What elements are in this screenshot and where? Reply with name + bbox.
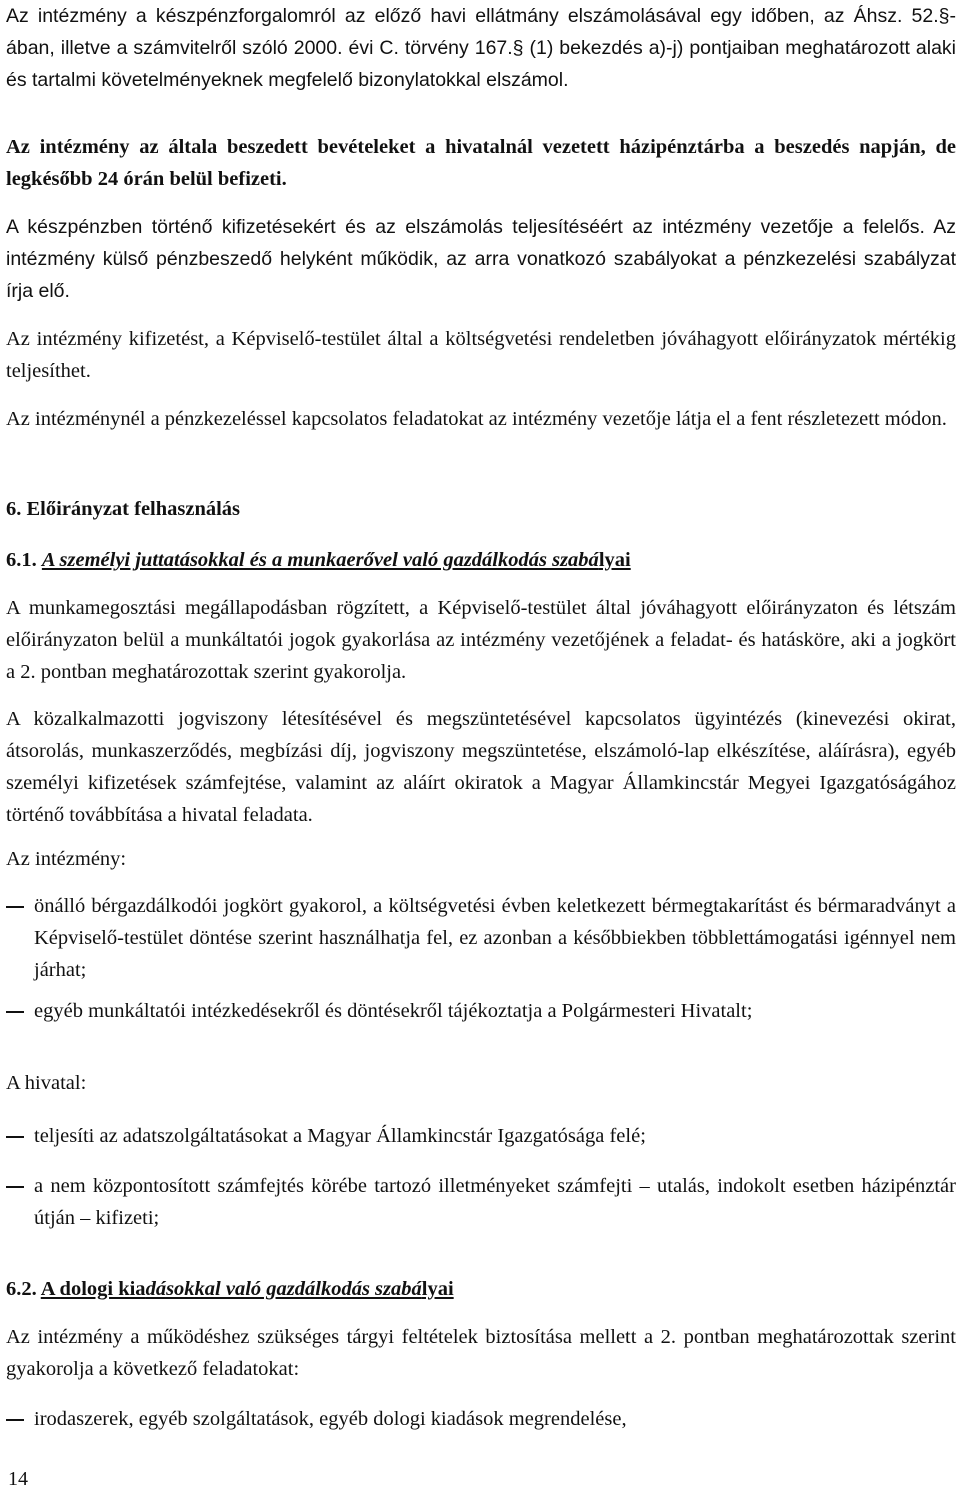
section-heading-6-1 [6,544,956,576]
section-number: 6.1. [6,549,37,571]
paragraph-payment-limit: Az intézmény kifizetést, a Képviselő-testület által a költségvetési rendeletben jóváhagyott előirányzatok mértékig teljesíthet. [6,328,956,382]
list-item [6,1120,956,1152]
list-item [6,1403,956,1435]
hivatal-label: A hivatal: [6,1072,87,1094]
section-title-rest: lyai [421,1278,454,1300]
paragraph-revenue-deposit: Az intézmény az általa beszedett bevételeket a hivatalnál vezetett házipénztárba a beszedés napján, de legkésőbb 24 órán belül befizeti. [6,136,956,190]
intezmeny-label: Az intézmény: [6,848,127,870]
page-number: 14 [8,1468,28,1490]
paragraph-cash-responsibility: A készpénzben történő kifizetésekért és az elszámolás teljesítéséért az intézmény vezetője a felelős. Az intézmény külső pénzbeszedő helyként működik, az arra vonatkozó szabályokat a pénzkezelési szabályzat írja elő. [6,216,956,302]
list-item [6,995,956,1027]
paragraph-material-expenses: Az intézmény a működéshez szükséges tárgyi feltételek biztosítása mellett a 2. pontban meghatározottak szerint gyakorolja a következő feladatokat: [6,1326,956,1380]
list-item [6,890,956,986]
list-item [6,1170,956,1234]
list-item-text: irodaszerek, egyéb szolgáltatások, egyéb dologi kiadások megrendelése, [34,1408,627,1430]
section-title-rest: lyai [598,549,631,571]
section-title-bold: A dologi kia [40,1278,146,1300]
section-title-italic: A személyi juttatásokkal és a munkaerővel való gazdálkodás szabá [41,549,599,571]
list-item-text: önálló bérgazdálkodói jogkört gyakorol, a költségvetési évben keletkezett bérmegtakarítást és bérmaradványt a Képviselő-testület döntése szerint használhatja fel, ez azonban a későbbiekben többlettámogatási igénnyel nem járhat; [34,895,956,981]
paragraph-employer-rights: A munkamegosztási megállapodásban rögzített, a Képviselő-testület által jóváhagyott előirányzaton és létszám előirányzaton belül a munkáltatói jogok gyakorlása az intézmény vezetőjének a feladat- és hatásköre, aki a jogkört a 2. pontban meghatározottak szerint gyakorolja. [6,597,956,683]
section-title-italic: dásokkal való gazdálkodás szabá [145,1278,422,1300]
list-item-text: a nem központosított számfejtés körébe tartozó illetményeket számfejti – utalás, indokolt esetben házipénztár útján – kifizeti; [34,1175,956,1229]
section-heading-6-2 [6,1273,956,1305]
paragraph-hr-administration: A közalkalmazotti jogviszony létesítésével és megszüntetésével kapcsolatos ügyintézés (kinevezési okirat, átsorolás, munkaszerződés, megbízási díj, jogviszony megszüntetése, elszámoló-lap elkészítése, aláírásra), egyéb személyi kifizetések számfejtése, valamint az aláírt okiratok a Magyar Államkincstár Megyei Igazgatóságához történő továbbítása a hivatal feladata. [6,708,956,826]
paragraph-cash-tasks: Az intézménynél a pénzkezeléssel kapcsolatos feladatokat az intézmény vezetője látja el a fent részletezett módon. [6,408,947,430]
list-item-text: teljesíti az adatszolgáltatásokat a Magyar Államkincstár Igazgatósága felé; [34,1125,646,1147]
paragraph-cash-settlement: Az intézmény a készpénzforgalomról az előző havi ellátmány elszámolásával egy időben, az Áhsz. 52.§-ában, illetve a számvitelről szóló 2000. évi C. törvény 167.§ (1) bekezdés a)-j) pontjaiban meghatározott alaki és tartalmi követelményeknek megfelelő bizonylatokkal elszámol. [6,5,956,91]
section-heading-6: 6. Előirányzat felhasználás [6,498,241,520]
list-item-text: egyéb munkáltatói intézkedésekről és döntésekről tájékoztatja a Polgármesteri Hivatalt; [34,1000,753,1022]
section-number: 6.2. [6,1278,37,1300]
